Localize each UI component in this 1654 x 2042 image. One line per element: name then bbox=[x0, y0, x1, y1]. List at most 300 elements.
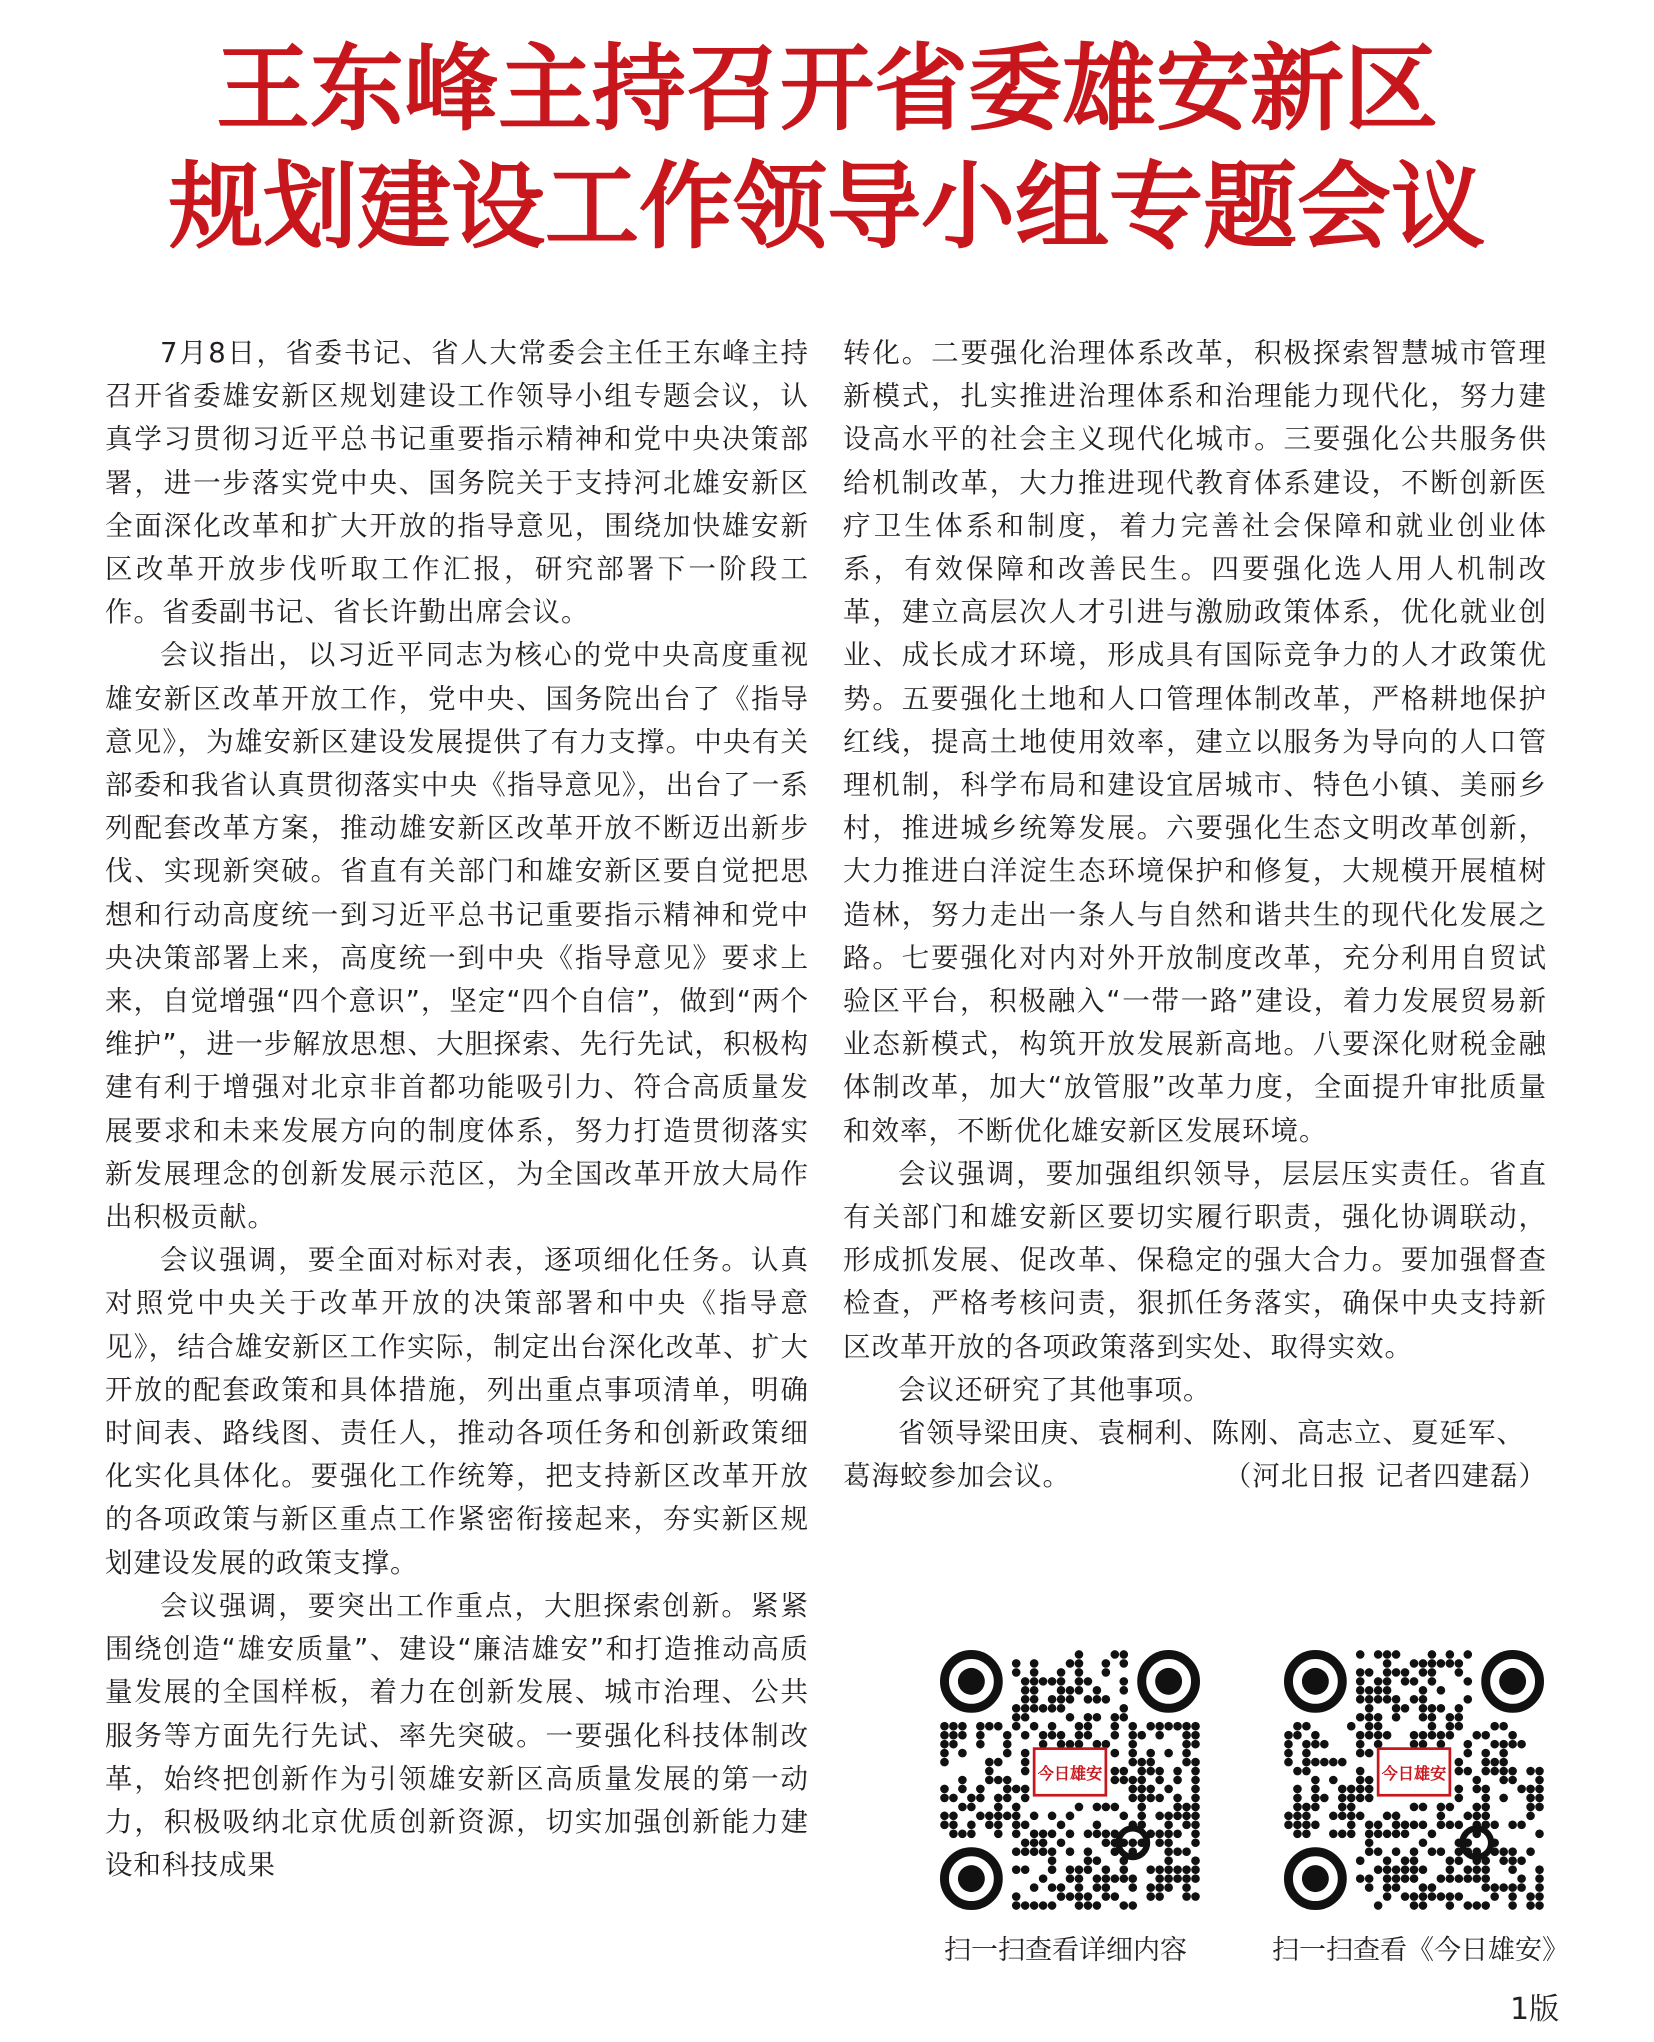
qr-module bbox=[1383, 1874, 1392, 1883]
qr-module bbox=[1437, 1659, 1446, 1668]
qr-module bbox=[1526, 1847, 1535, 1856]
qr-module bbox=[1338, 1812, 1347, 1821]
qr-module bbox=[985, 1758, 994, 1767]
qr-module bbox=[1111, 1713, 1120, 1722]
qr-module bbox=[1428, 1847, 1437, 1856]
qr-module bbox=[1517, 1874, 1526, 1883]
qr-module bbox=[1030, 1704, 1039, 1713]
qr-module bbox=[1173, 1767, 1182, 1776]
qr-module bbox=[1535, 1874, 1544, 1883]
qr-code-newspaper[interactable] bbox=[1284, 1650, 1544, 1910]
qr-module bbox=[1128, 1758, 1137, 1767]
qr-module bbox=[1084, 1901, 1093, 1910]
qr-module bbox=[1102, 1659, 1111, 1668]
qr-module bbox=[1383, 1650, 1392, 1659]
qr-module bbox=[1102, 1883, 1111, 1892]
article-paragraph-6: 会议还研究了其他事项。 bbox=[898, 1373, 1212, 1406]
qr-module bbox=[1111, 1749, 1120, 1758]
qr-module bbox=[1356, 1767, 1365, 1776]
qr-module bbox=[1401, 1865, 1410, 1874]
qr-module bbox=[1437, 1892, 1446, 1901]
qr-module bbox=[1182, 1892, 1191, 1901]
qr-module bbox=[1057, 1686, 1066, 1695]
qr-module bbox=[1012, 1668, 1021, 1677]
qr-module bbox=[1356, 1695, 1365, 1704]
qr-module bbox=[1066, 1659, 1075, 1668]
qr-module bbox=[994, 1794, 1003, 1803]
qr-module bbox=[1128, 1794, 1137, 1803]
qr-module bbox=[1182, 1740, 1191, 1749]
qr-module bbox=[1155, 1722, 1164, 1731]
qr-module bbox=[1419, 1740, 1428, 1749]
qr-module bbox=[1164, 1874, 1173, 1883]
qr-module bbox=[1084, 1829, 1093, 1838]
qr-module bbox=[1383, 1677, 1392, 1686]
qr-module bbox=[1490, 1740, 1499, 1749]
qr-module bbox=[1155, 1838, 1164, 1847]
qr-module bbox=[1128, 1901, 1137, 1910]
qr-module bbox=[1338, 1785, 1347, 1794]
qr-module bbox=[1012, 1901, 1021, 1910]
qr-module bbox=[1075, 1668, 1084, 1677]
qr-finder-dot bbox=[958, 1668, 985, 1695]
qr-module bbox=[967, 1794, 976, 1803]
qr-module bbox=[1039, 1838, 1048, 1847]
qr-module bbox=[1284, 1740, 1293, 1749]
qr-module bbox=[1039, 1704, 1048, 1713]
qr-module bbox=[1347, 1803, 1356, 1812]
qr-module bbox=[1526, 1892, 1535, 1901]
article-paragraph-2: 会议指出，以习近平同志为核心的党中央高度重视雄安新区改革开放工作，党中央、国务院出台了《指导意见》，为雄安新区建设发展提供了有力支撑。中央有关部委和我省认真贯彻落实中央《指导意见》，出台了一系列配套改革方案，推动雄安新区改革开放不断迈出新步伐、实现新突破。省直有关部门和雄安新区要自觉把思想和行动高度统一到习近平总书记重要指示精神和党中央决策部署上来，高度统一到中央《指导意见》要求上来，自觉增强“四个意识”，坚定“四个自信”，做到“两个维护”，进一步解放思想、大胆探索、先行先试，积极构建有利于增强对北京非首都功能吸引力、符合高质量发展要求和未来发展方向的制度体系，努力打造贯彻落实新发展理念的创新发展示范区，为全国改革开放大局作出积极贡献。 bbox=[105, 639, 809, 1234]
qr-module bbox=[1093, 1821, 1102, 1830]
qr-module bbox=[1356, 1650, 1365, 1659]
qr-module bbox=[1003, 1749, 1012, 1758]
qr-module bbox=[1455, 1874, 1464, 1883]
qr-module bbox=[1499, 1758, 1508, 1767]
qr-module bbox=[1526, 1803, 1535, 1812]
qr-module bbox=[1455, 1704, 1464, 1713]
qr-module bbox=[1048, 1704, 1057, 1713]
article-paragraph-3: 会议强调，要全面对标对表，逐项细化任务。认真对照党中央关于改革开放的决策部署和中央《指导意见》，结合雄安新区工作实际，制定出台深化改革、扩大开放的配套政策和具体措施，列出重点事项清单，明确时间表、路线图、责任人，推动各项任务和创新政策细化实化具体化。要强化工作统筹，把支持新区改革开放的各项政策与新区重点工作紧密衔接起来，夯实新区规划建设发展的政策支撑。 bbox=[105, 1244, 809, 1579]
qr-module bbox=[1508, 1821, 1517, 1830]
qr-module bbox=[1410, 1659, 1419, 1668]
qr-module bbox=[1356, 1668, 1365, 1677]
qr-code-newspaper-graphic bbox=[1284, 1650, 1544, 1910]
qr-module bbox=[1383, 1668, 1392, 1677]
qr-module bbox=[1111, 1776, 1120, 1785]
qr-module bbox=[1012, 1785, 1021, 1794]
qr-module bbox=[1508, 1901, 1517, 1910]
qr-module bbox=[949, 1794, 958, 1803]
qr-module bbox=[1419, 1803, 1428, 1812]
qr-module bbox=[1472, 1812, 1481, 1821]
qr-module bbox=[1293, 1767, 1302, 1776]
qr-module bbox=[1066, 1829, 1075, 1838]
qr-module bbox=[1508, 1856, 1517, 1865]
qr-module bbox=[1428, 1722, 1437, 1731]
qr-module bbox=[1311, 1740, 1320, 1749]
qr-module bbox=[1437, 1821, 1446, 1830]
qr-module bbox=[1419, 1821, 1428, 1830]
qr-module bbox=[1517, 1785, 1526, 1794]
qr-module bbox=[1356, 1677, 1365, 1686]
qr-code-details-graphic bbox=[940, 1650, 1200, 1910]
qr-module bbox=[1419, 1695, 1428, 1704]
qr-module bbox=[1428, 1677, 1437, 1686]
qr-module bbox=[1374, 1686, 1383, 1695]
qr-module bbox=[1030, 1677, 1039, 1686]
qr-module bbox=[1463, 1812, 1472, 1821]
qr-module bbox=[1164, 1883, 1173, 1892]
qr-module bbox=[1021, 1713, 1030, 1722]
qr-module bbox=[1455, 1856, 1464, 1865]
qr-module bbox=[1428, 1704, 1437, 1713]
qr-module bbox=[1119, 1874, 1128, 1883]
qr-module bbox=[1084, 1856, 1093, 1865]
qr-module bbox=[1419, 1713, 1428, 1722]
qr-module bbox=[1383, 1812, 1392, 1821]
qr-module bbox=[1419, 1883, 1428, 1892]
qr-module bbox=[1535, 1785, 1544, 1794]
qr-module bbox=[1535, 1865, 1544, 1874]
qr-module bbox=[1102, 1865, 1111, 1874]
qr-module bbox=[1392, 1713, 1401, 1722]
qr-module bbox=[1191, 1776, 1200, 1785]
qr-module bbox=[1302, 1749, 1311, 1758]
qr-module bbox=[1463, 1695, 1472, 1704]
qr-module bbox=[1311, 1785, 1320, 1794]
qr-module bbox=[1526, 1785, 1535, 1794]
qr-module bbox=[1164, 1749, 1173, 1758]
qr-module bbox=[1030, 1695, 1039, 1704]
qr-module bbox=[1356, 1812, 1365, 1821]
qr-module bbox=[1128, 1749, 1137, 1758]
qr-module bbox=[1329, 1758, 1338, 1767]
qr-module bbox=[1392, 1668, 1401, 1677]
qr-module bbox=[1499, 1856, 1508, 1865]
qr-module bbox=[1302, 1758, 1311, 1767]
qr-module bbox=[1066, 1812, 1075, 1821]
qr-module bbox=[1173, 1812, 1182, 1821]
qr-module bbox=[1455, 1794, 1464, 1803]
qr-module bbox=[1472, 1874, 1481, 1883]
qr-module bbox=[1508, 1767, 1517, 1776]
qr-module bbox=[1075, 1803, 1084, 1812]
qr-module bbox=[1111, 1803, 1120, 1812]
qr-module bbox=[1437, 1740, 1446, 1749]
qr-module bbox=[1508, 1883, 1517, 1892]
qr-module bbox=[1191, 1731, 1200, 1740]
qr-module bbox=[1191, 1856, 1200, 1865]
qr-module bbox=[1392, 1812, 1401, 1821]
qr-module bbox=[1155, 1794, 1164, 1803]
qr-module bbox=[1173, 1722, 1182, 1731]
qr-module bbox=[1311, 1758, 1320, 1767]
qr-module bbox=[1455, 1659, 1464, 1668]
qr-module bbox=[1030, 1722, 1039, 1731]
qr-module bbox=[1182, 1722, 1191, 1731]
qr-module bbox=[1137, 1803, 1146, 1812]
qr-module bbox=[1463, 1749, 1472, 1758]
qr-module bbox=[1182, 1821, 1191, 1830]
qr-module bbox=[1146, 1749, 1155, 1758]
qr-module bbox=[1093, 1686, 1102, 1695]
qr-module bbox=[1365, 1829, 1374, 1838]
qr-module bbox=[1517, 1740, 1526, 1749]
qr-module bbox=[1191, 1722, 1200, 1731]
qr-module bbox=[1030, 1847, 1039, 1856]
qr-module bbox=[1021, 1821, 1030, 1830]
qr-module bbox=[1463, 1767, 1472, 1776]
qr-module bbox=[1191, 1758, 1200, 1767]
qr-module bbox=[1039, 1847, 1048, 1856]
qr-module bbox=[1119, 1812, 1128, 1821]
qr-module bbox=[1012, 1659, 1021, 1668]
qr-module bbox=[967, 1821, 976, 1830]
qr-module bbox=[1302, 1821, 1311, 1830]
qr-module bbox=[958, 1829, 967, 1838]
qr-module bbox=[1021, 1785, 1030, 1794]
article-column-left bbox=[105, 332, 809, 1887]
qr-module bbox=[958, 1731, 967, 1740]
qr-module bbox=[1446, 1803, 1455, 1812]
qr-module bbox=[1499, 1883, 1508, 1892]
qr-module bbox=[1490, 1892, 1499, 1901]
qr-module bbox=[940, 1758, 949, 1767]
qr-module bbox=[1119, 1713, 1128, 1722]
qr-module bbox=[1499, 1847, 1508, 1856]
qr-module bbox=[1191, 1821, 1200, 1830]
qr-module bbox=[1021, 1731, 1030, 1740]
qr-module bbox=[1320, 1740, 1329, 1749]
qr-module bbox=[1365, 1749, 1374, 1758]
qr-module bbox=[1173, 1803, 1182, 1812]
qr-module bbox=[1075, 1865, 1084, 1874]
qr-module bbox=[985, 1767, 994, 1776]
qr-module bbox=[1293, 1803, 1302, 1812]
qr-module bbox=[967, 1829, 976, 1838]
qr-module bbox=[1119, 1767, 1128, 1776]
qr-module bbox=[1137, 1785, 1146, 1794]
qr-module bbox=[1048, 1865, 1057, 1874]
qr-module bbox=[1164, 1812, 1173, 1821]
qr-module bbox=[1012, 1829, 1021, 1838]
qr-module bbox=[1191, 1829, 1200, 1838]
qr-module bbox=[1455, 1668, 1464, 1677]
qr-module bbox=[1030, 1812, 1039, 1821]
qr-module bbox=[1128, 1874, 1137, 1883]
qr-module bbox=[1302, 1722, 1311, 1731]
qr-module bbox=[1012, 1892, 1021, 1901]
qr-module bbox=[1410, 1821, 1419, 1830]
qr-module bbox=[958, 1722, 967, 1731]
qr-module bbox=[1191, 1874, 1200, 1883]
qr-finder-dot bbox=[1302, 1668, 1329, 1695]
qr-module bbox=[1401, 1668, 1410, 1677]
qr-module bbox=[1428, 1892, 1437, 1901]
qr-module bbox=[1003, 1785, 1012, 1794]
qr-module bbox=[1075, 1686, 1084, 1695]
qr-finder-dot bbox=[958, 1865, 985, 1892]
qr-module bbox=[1311, 1803, 1320, 1812]
qr-module bbox=[1111, 1722, 1120, 1731]
qr-module bbox=[994, 1776, 1003, 1785]
qr-module bbox=[1119, 1776, 1128, 1785]
qr-module bbox=[1455, 1713, 1464, 1722]
qr-module bbox=[1365, 1838, 1374, 1847]
qr-module bbox=[1191, 1803, 1200, 1812]
qr-module bbox=[1463, 1874, 1472, 1883]
qr-module bbox=[1374, 1731, 1383, 1740]
qr-module bbox=[1437, 1731, 1446, 1740]
qr-module bbox=[1472, 1785, 1481, 1794]
qr-logo-left: 今日雄安 bbox=[1037, 1764, 1103, 1784]
qr-module bbox=[1401, 1704, 1410, 1713]
qr-module bbox=[1535, 1776, 1544, 1785]
qr-module bbox=[1021, 1695, 1030, 1704]
qr-module bbox=[1146, 1892, 1155, 1901]
qr-module bbox=[1155, 1812, 1164, 1821]
qr-module bbox=[1374, 1821, 1383, 1830]
qr-module bbox=[1320, 1758, 1329, 1767]
qr-module bbox=[985, 1821, 994, 1830]
qr-module bbox=[1164, 1821, 1173, 1830]
qr-module bbox=[1356, 1749, 1365, 1758]
qr-module bbox=[1508, 1731, 1517, 1740]
qr-module bbox=[1191, 1838, 1200, 1847]
qr-module bbox=[1463, 1677, 1472, 1686]
qr-module bbox=[1365, 1686, 1374, 1695]
qr-module bbox=[1428, 1650, 1437, 1659]
qr-module bbox=[1383, 1695, 1392, 1704]
attendees-and-byline bbox=[843, 1455, 1547, 1498]
qr-module bbox=[1048, 1856, 1057, 1865]
qr-module bbox=[1057, 1740, 1066, 1749]
qr-module bbox=[1383, 1829, 1392, 1838]
qr-module bbox=[1365, 1695, 1374, 1704]
qr-module bbox=[1093, 1695, 1102, 1704]
qr-module bbox=[1472, 1731, 1481, 1740]
qr-module bbox=[1066, 1686, 1075, 1695]
headline-line-2: 规划建设工作领导小组专题会议 bbox=[168, 152, 1485, 262]
qr-module bbox=[1093, 1829, 1102, 1838]
qr-module bbox=[1182, 1874, 1191, 1883]
qr-module bbox=[1356, 1874, 1365, 1883]
qr-module bbox=[1437, 1874, 1446, 1883]
qr-finder-dot bbox=[1155, 1668, 1182, 1695]
qr-module bbox=[1012, 1803, 1021, 1812]
qr-module bbox=[940, 1749, 949, 1758]
qr-module bbox=[1508, 1892, 1517, 1901]
qr-module bbox=[1481, 1812, 1490, 1821]
qr-module bbox=[1338, 1803, 1347, 1812]
qr-module bbox=[1137, 1767, 1146, 1776]
qr-module bbox=[1284, 1731, 1293, 1740]
qr-module bbox=[1057, 1668, 1066, 1677]
qr-module bbox=[1526, 1812, 1535, 1821]
qr-module bbox=[940, 1722, 949, 1731]
qr-module bbox=[1508, 1847, 1517, 1856]
qr-caption-details: 扫一扫查看详细内容 bbox=[944, 1935, 1187, 1966]
qr-module bbox=[1499, 1767, 1508, 1776]
qr-module bbox=[1173, 1776, 1182, 1785]
qr-module bbox=[1102, 1695, 1111, 1704]
qr-module bbox=[1374, 1722, 1383, 1731]
qr-module bbox=[1146, 1758, 1155, 1767]
qr-module bbox=[1021, 1677, 1030, 1686]
qr-module bbox=[1111, 1892, 1120, 1901]
qr-module bbox=[1039, 1874, 1048, 1883]
qr-module bbox=[985, 1776, 994, 1785]
qr-module bbox=[1472, 1865, 1481, 1874]
qr-module bbox=[1437, 1803, 1446, 1812]
qr-module bbox=[1084, 1695, 1093, 1704]
qr-module bbox=[994, 1812, 1003, 1821]
qr-module bbox=[1311, 1821, 1320, 1830]
qr-module bbox=[1155, 1883, 1164, 1892]
qr-module bbox=[1021, 1686, 1030, 1695]
qr-module bbox=[1128, 1785, 1137, 1794]
qr-module bbox=[1191, 1740, 1200, 1749]
qr-module bbox=[1535, 1892, 1544, 1901]
qr-module bbox=[958, 1749, 967, 1758]
qr-module bbox=[1155, 1829, 1164, 1838]
qr-module bbox=[1365, 1821, 1374, 1830]
qr-module bbox=[1093, 1874, 1102, 1883]
qr-module bbox=[1419, 1668, 1428, 1677]
qr-code-details[interactable] bbox=[940, 1650, 1200, 1910]
qr-module bbox=[976, 1785, 985, 1794]
qr-module bbox=[1021, 1847, 1030, 1856]
qr-module bbox=[1526, 1901, 1535, 1910]
qr-module bbox=[1481, 1865, 1490, 1874]
qr-module bbox=[1191, 1767, 1200, 1776]
qr-module bbox=[1084, 1731, 1093, 1740]
qr-module bbox=[1347, 1812, 1356, 1821]
qr-module bbox=[1102, 1668, 1111, 1677]
qr-module bbox=[1119, 1650, 1128, 1659]
qr-module bbox=[1463, 1865, 1472, 1874]
qr-module bbox=[1030, 1838, 1039, 1847]
qr-module bbox=[1057, 1677, 1066, 1686]
qr-module bbox=[1128, 1838, 1137, 1847]
qr-module bbox=[1119, 1659, 1128, 1668]
qr-module bbox=[1137, 1812, 1146, 1821]
qr-module bbox=[1535, 1901, 1544, 1910]
qr-module bbox=[1066, 1874, 1075, 1883]
qr-module bbox=[1012, 1704, 1021, 1713]
qr-module bbox=[1048, 1812, 1057, 1821]
qr-module bbox=[1191, 1785, 1200, 1794]
qr-module bbox=[1481, 1785, 1490, 1794]
qr-module bbox=[1057, 1892, 1066, 1901]
qr-module bbox=[1003, 1731, 1012, 1740]
qr-module bbox=[994, 1758, 1003, 1767]
article-column-right bbox=[843, 332, 1547, 1498]
qr-module bbox=[1428, 1883, 1437, 1892]
qr-module bbox=[1365, 1874, 1374, 1883]
qr-module bbox=[994, 1722, 1003, 1731]
qr-module bbox=[1535, 1794, 1544, 1803]
qr-module bbox=[1182, 1749, 1191, 1758]
qr-module bbox=[949, 1821, 958, 1830]
qr-module bbox=[1075, 1722, 1084, 1731]
qr-module bbox=[1401, 1874, 1410, 1883]
qr-module bbox=[1057, 1704, 1066, 1713]
qr-module bbox=[1365, 1731, 1374, 1740]
qr-module bbox=[1481, 1883, 1490, 1892]
qr-module bbox=[1481, 1794, 1490, 1803]
